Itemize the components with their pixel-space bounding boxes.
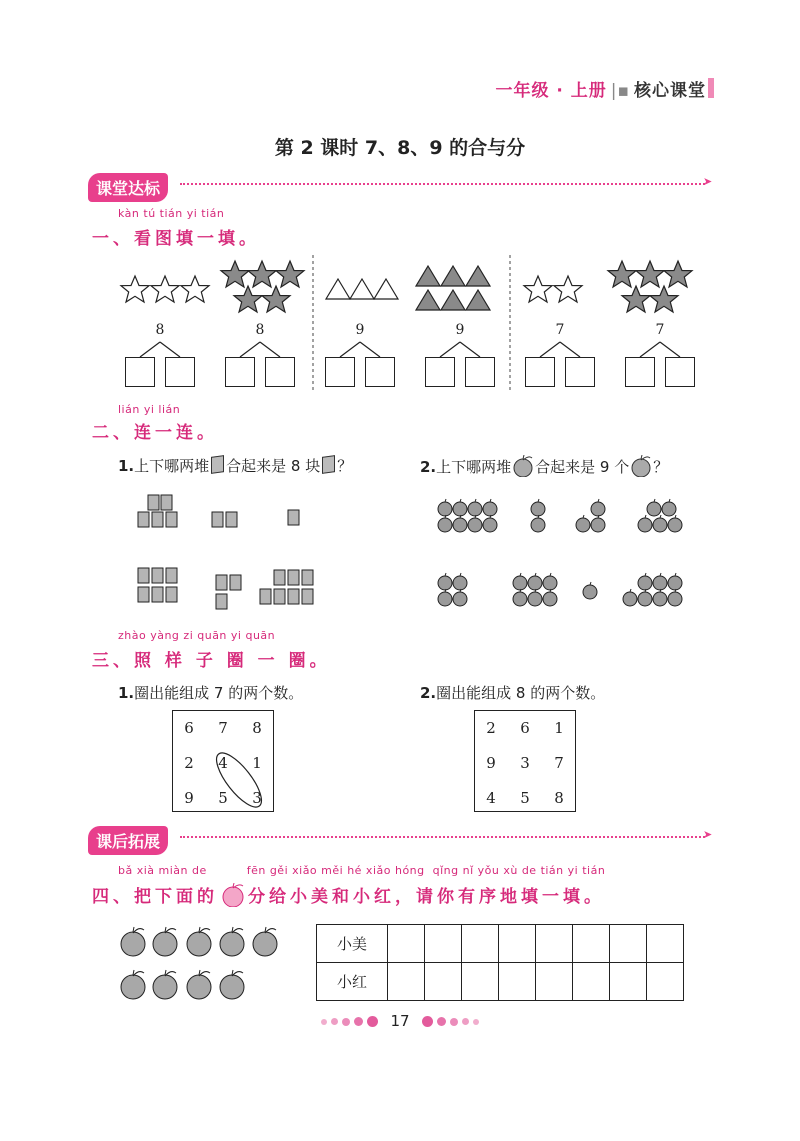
q4-pinyin: bǎ xià miàn de fēn gěi xiǎo měi hé xiǎo hóng qǐng nǐ yǒu xù de tián yi tián [118, 864, 606, 877]
q3-pinyin: zhào yàng zi quān yi quān [118, 629, 276, 642]
page-footer [0, 1012, 800, 1030]
fill-cell[interactable] [573, 963, 610, 1001]
dot-icon [321, 1019, 327, 1025]
header-bar-decoration [708, 78, 714, 98]
grid-cell[interactable]: 4 [218, 754, 228, 772]
dot-icon [342, 1018, 350, 1026]
block-pile-top-2 [212, 512, 237, 527]
dot-icon [367, 1016, 378, 1027]
dot-icon [354, 1017, 363, 1026]
block-pile-top-1 [138, 495, 177, 527]
fill-cell[interactable] [610, 925, 647, 963]
grid-cell[interactable]: 7 [218, 719, 228, 737]
answer-box[interactable] [525, 357, 555, 387]
q2-part2-prompt: 2.上下哪两堆 合起来是 9 个 ？ [420, 455, 668, 477]
grid-cell[interactable]: 8 [554, 789, 564, 807]
tree-total: 7 [555, 322, 565, 338]
apple-pile-top-4 [638, 499, 682, 532]
number-grid-1 [172, 710, 274, 812]
dot-icon [473, 1019, 479, 1025]
grid-cell[interactable]: 9 [184, 789, 194, 807]
q2-part1-prompt: 1.上下哪两堆 合起来是 8 块 ？ [118, 457, 353, 475]
answer-box[interactable] [165, 357, 195, 387]
apple-icon [220, 883, 246, 907]
section-label: 核心课堂 [634, 81, 706, 101]
grid-cell[interactable]: 6 [184, 719, 194, 737]
dotted-divider [180, 836, 705, 838]
grid-cell[interactable]: 1 [554, 719, 564, 737]
grid-cell[interactable]: 2 [486, 719, 496, 737]
answer-box[interactable] [265, 357, 295, 387]
grade-header [495, 76, 706, 101]
grid-cell[interactable]: 5 [218, 789, 228, 807]
grid-cell[interactable]: 4 [486, 789, 496, 807]
lesson-title: 第 2 课时 7、8、9 的合与分 [274, 137, 526, 159]
fill-cell[interactable] [425, 925, 462, 963]
white-star-icon [121, 276, 209, 302]
row-label: 小美 [317, 925, 388, 963]
gray-star-icon [608, 261, 692, 312]
example-circle [173, 711, 273, 811]
answer-box[interactable] [465, 357, 495, 387]
fill-cell[interactable] [647, 963, 684, 1001]
dot-icon [331, 1018, 338, 1025]
number-grid-2 [474, 710, 576, 812]
fill-cell[interactable] [462, 963, 499, 1001]
gray-star-icon [221, 261, 304, 312]
fill-cell[interactable] [647, 925, 684, 963]
apple-pile-top-2 [531, 499, 545, 532]
dot-icon [422, 1016, 433, 1027]
block-piles [130, 490, 330, 615]
tree-total: 9 [455, 322, 465, 338]
section-tag-after: 课后拓展 [88, 826, 168, 855]
grid-cell[interactable]: 1 [252, 754, 262, 772]
fill-cell[interactable] [536, 925, 573, 963]
answer-box[interactable] [565, 357, 595, 387]
apple-pile-bottom-4 [623, 573, 682, 606]
gray-triangle-icon [416, 266, 490, 310]
q2-title: 二、连一连。 [92, 423, 218, 443]
q1-pinyin: kàn tú tián yi tián [118, 207, 225, 220]
grid-cell[interactable]: 5 [520, 789, 530, 807]
grid-cell[interactable]: 8 [252, 719, 262, 737]
dotted-divider [180, 183, 705, 185]
fill-cell[interactable] [499, 963, 536, 1001]
answer-box[interactable] [125, 357, 155, 387]
tree-total: 8 [255, 322, 265, 338]
grid-cell[interactable]: 9 [486, 754, 496, 772]
divider: |▪ [610, 81, 630, 101]
block-pile-top-3 [288, 510, 299, 525]
fill-cell[interactable] [388, 963, 425, 1001]
q4-title: 四、把下面的 分给小美和小红，请你有序地填一填。 [92, 882, 605, 907]
q3-part2-prompt: 2.圈出能组成 8 的两个数。 [420, 684, 606, 702]
arrow-icon: ➤ [703, 828, 713, 841]
apple-pile-top-1 [438, 499, 497, 532]
arrow-icon: ➤ [703, 175, 713, 188]
block-icon [322, 455, 335, 474]
fill-cell[interactable] [425, 963, 462, 1001]
answer-box[interactable] [625, 357, 655, 387]
q1-title: 一、看图填一填。 [92, 229, 260, 249]
fill-cell[interactable] [536, 963, 573, 1001]
tree-total: 9 [355, 322, 365, 338]
grid-cell[interactable]: 3 [252, 789, 262, 807]
dot-icon [437, 1017, 446, 1026]
q2-pinyin: lián yi lián [118, 403, 181, 416]
answer-box[interactable] [365, 357, 395, 387]
q3-part1-prompt: 1.圈出能组成 7 的两个数。 [118, 684, 304, 702]
answer-box[interactable] [325, 357, 355, 387]
apple-pile-bottom-2 [513, 573, 557, 606]
block-pile-bottom-3 [260, 570, 313, 604]
dot-icon [450, 1018, 458, 1026]
grid-cell[interactable]: 2 [184, 754, 194, 772]
dot-icon [462, 1018, 469, 1025]
apple-icon [629, 455, 653, 477]
answer-box[interactable] [225, 357, 255, 387]
distribution-table [316, 924, 684, 1001]
q3-title: 三、照 样 子 圈 一 圈。 [92, 651, 331, 671]
section-tag-class: 课堂达标 [88, 173, 168, 202]
page-number: 17 [390, 1012, 410, 1030]
apples-to-share [115, 922, 290, 1007]
apple-pile-bottom-1 [438, 573, 467, 606]
block-icon [211, 455, 224, 474]
row-label: 小红 [317, 963, 388, 1001]
white-triangle-icon [326, 279, 398, 299]
fill-cell[interactable] [573, 925, 610, 963]
apple-piles [430, 495, 700, 615]
apple-icon [511, 455, 535, 477]
white-star-icon [524, 276, 582, 302]
table-row [317, 925, 684, 963]
apple-pile-bottom-3 [583, 582, 597, 599]
table-row [317, 963, 684, 1001]
grid-cell[interactable]: 3 [520, 754, 530, 772]
answer-box[interactable] [425, 357, 455, 387]
tree-total: 8 [155, 322, 165, 338]
grid-cell[interactable]: 6 [520, 719, 530, 737]
fill-cell[interactable] [388, 925, 425, 963]
apple-pile-top-3 [576, 499, 605, 532]
answer-box[interactable] [665, 357, 695, 387]
q1-figures [110, 255, 710, 395]
block-pile-bottom-2 [216, 575, 241, 609]
fill-cell[interactable] [499, 925, 536, 963]
grid-cell[interactable]: 7 [554, 754, 564, 772]
tree-total: 7 [655, 322, 665, 338]
grade-label: 一年级 · 上册 [495, 81, 607, 101]
fill-cell[interactable] [462, 925, 499, 963]
fill-cell[interactable] [610, 963, 647, 1001]
block-pile-bottom-1 [138, 568, 177, 602]
